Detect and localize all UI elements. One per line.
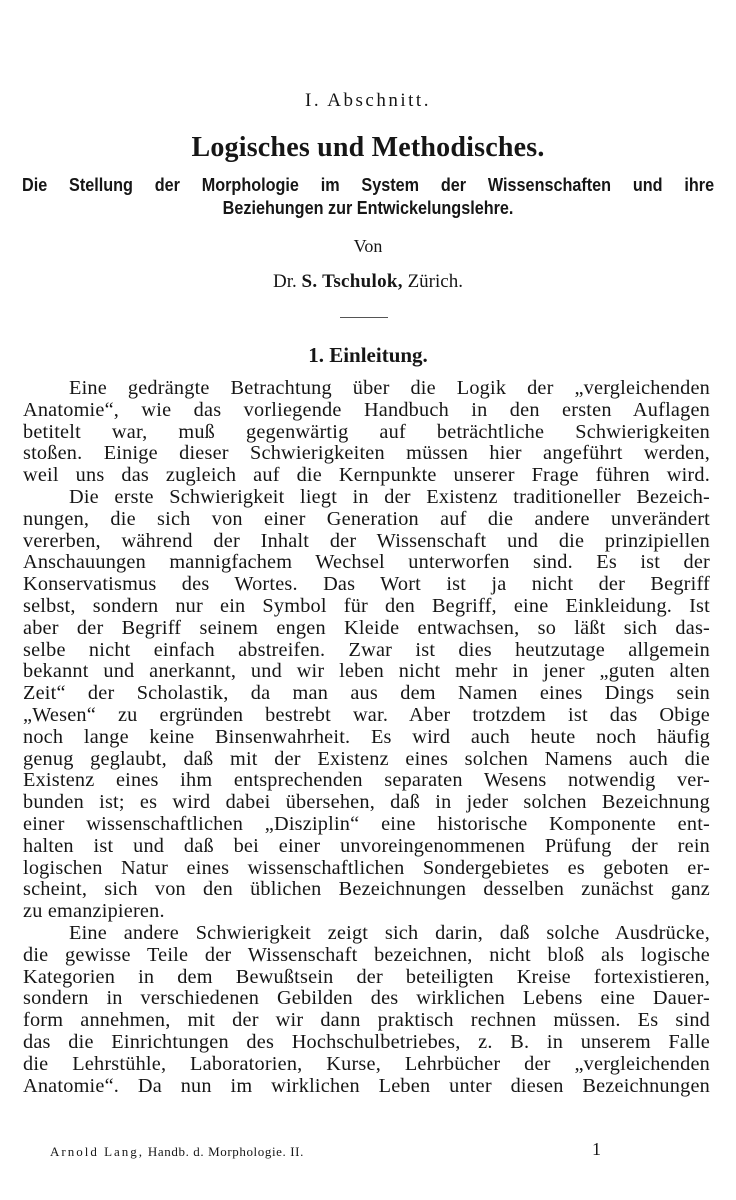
text-line: bunden ist; es wird dabei übersehen, daß in jeder solchen Bezeichnung — [23, 791, 710, 814]
text-line: nungen, die sich von einer Generation auf die andere unverändert — [23, 507, 710, 530]
body-text — [23, 378, 710, 1097]
author-title: Dr. — [273, 271, 297, 292]
subtitle-line: Die Stellung der Morphologie im System der Wissenschaften und ihre — [22, 175, 715, 195]
text-line: genug geglaubt, daß mit der Existenz eines solchen Namens auch die — [23, 747, 710, 770]
section-heading: 1. Einleitung. — [308, 343, 428, 367]
text-line: die Lehrstühle, Laboratorien, Kurse, Lehrbücher der „vergleichenden — [23, 1052, 710, 1075]
footer-author: Arnold Lang, — [50, 1144, 145, 1159]
text-line: bekannt und anerkannt, und wir leben nicht mehr in jener „guten alten — [23, 660, 710, 683]
chapter-title: Logisches und Methodisches. — [191, 132, 545, 163]
text-line: stoßen. Einige dieser Schwierigkeiten müssen hier angeführt werden, — [23, 442, 710, 465]
text-line: weil uns das zugleich auf die Kernpunkte unserer Frage führen wird. — [23, 464, 710, 487]
author-name: S. Tschulok, — [301, 271, 403, 292]
page-number: 1 — [592, 1139, 601, 1159]
text-line: form annehmen, mit der wir dann praktisch rechnen müssen. Es sind — [23, 1009, 710, 1032]
text-line: halten ist und daß bei einer unvoreingenommenen Prüfung der rein — [23, 834, 710, 857]
text-line: Zeit“ der Scholastik, da man aus dem Namen eines Dings sein — [23, 682, 710, 705]
text-line: Kategorien in dem Bewußtsein der beteiligten Kreise fortexistieren, — [23, 965, 710, 988]
text-line: aber der Begriff seinem engen Kleide entwachsen, so läßt sich das- — [23, 616, 710, 639]
subtitle-line: Beziehungen zur Entwickelungslehre. — [222, 198, 514, 218]
byline-von: Von — [353, 236, 383, 256]
text-line: Anatomie“, wie das vorliegende Handbuch in den ersten Auflagen — [23, 398, 710, 421]
text-line: Konservatismus des Wortes. Das Wort ist ja nicht der Begriff — [23, 573, 710, 596]
text-line: selbst, sondern nur ein Symbol für den Begriff, eine Einkleidung. Ist — [23, 594, 710, 617]
text-line: Existenz eines ihm entsprechenden separaten Wesens notwendig ver- — [23, 769, 710, 792]
text-line: sondern in verschiedenen Gebilden des wirklichen Lebens eine Dauer- — [23, 987, 710, 1010]
text-line: betitelt war, muß gegenwärtig auf beträchtliche Schwierigkeiten — [23, 420, 710, 443]
text-line: das die Einrichtungen des Hochschulbetriebes, z. B. in unserem Falle — [23, 1030, 710, 1053]
text-line: scheint, sich von den üblichen Bezeichnungen desselben zunächst ganz — [23, 878, 710, 901]
separator-rule — [340, 317, 388, 318]
text-line: logischen Natur eines wissenschaftlichen Sondergebietes es geboten er- — [23, 856, 710, 879]
text-line: Anatomie“. Da nun im wirklichen Leben unter diesen Bezeichnungen — [23, 1074, 710, 1097]
text-line: „Wesen“ zu ergründen bestrebt war. Aber trotzdem ist das Obige — [23, 703, 710, 726]
text-line: Eine andere Schwierigkeit zeigt sich darin, daß solche Ausdrücke, — [69, 921, 710, 944]
text-line: noch lange keine Binsenwahrheit. Es wird auch heute noch häufig — [23, 725, 710, 748]
footer-reference — [50, 1144, 304, 1160]
text-line: Die erste Schwierigkeit liegt in der Existenz traditioneller Bezeich- — [69, 485, 710, 508]
text-line: die gewisse Teile der Wissenschaft bezeichnen, nicht bloß als logische — [23, 943, 710, 966]
author-place: Zürich. — [407, 271, 463, 292]
author-line — [0, 271, 736, 293]
section-label: I. Abschnitt. — [305, 90, 431, 111]
text-line: zu emanzipieren. — [23, 900, 165, 923]
text-line: einer wissenschaftlichen „Disziplin“ eine historische Komponente ent- — [23, 812, 710, 835]
text-line: vererben, während der Inhalt der Wissenschaft und die prinzipiellen — [23, 529, 710, 552]
chapter-subtitle — [22, 174, 714, 220]
text-line: Anschauungen mannigfachem Wechsel unterworfen sind. Es ist der — [23, 551, 710, 574]
text-line: selbe nicht einfach abstreifen. Zwar ist dies heutzutage allgemein — [23, 638, 710, 661]
footer-work: Handb. d. Morphologie. II. — [147, 1144, 304, 1159]
text-line: Eine gedrängte Betrachtung über die Logik der „vergleichenden — [69, 377, 710, 399]
